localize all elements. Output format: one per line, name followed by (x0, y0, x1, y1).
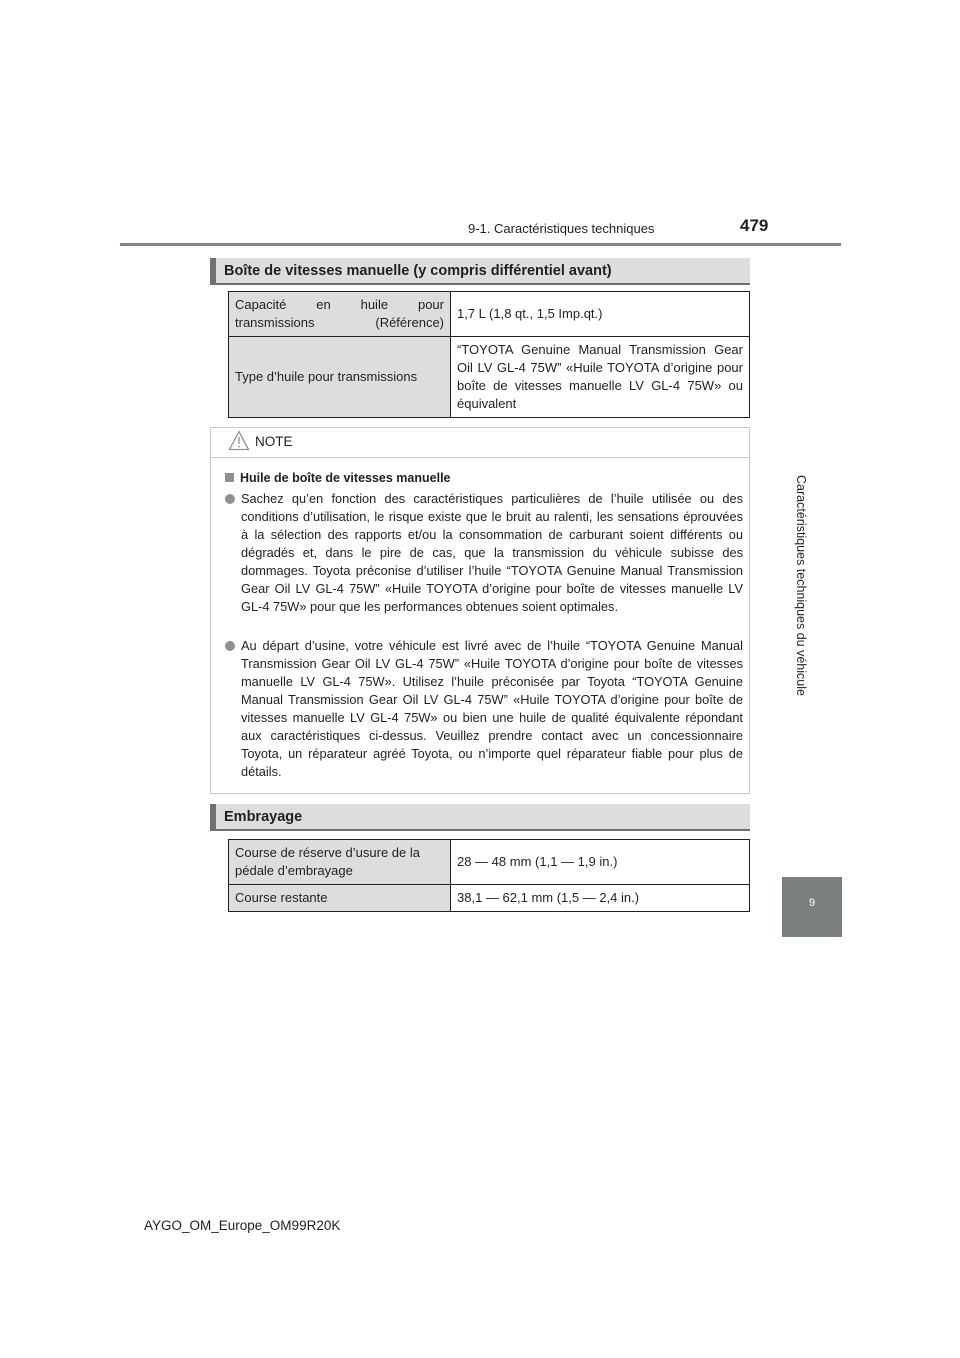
pedal-reserve-value: 28 — 48 mm (1,1 — 1,9 in.) (451, 840, 750, 885)
gearbox-section-heading (210, 258, 750, 285)
circle-bullet-icon (225, 641, 235, 651)
gearbox-section-title: Boîte de vitesses manuelle (y compris différentiel avant) (224, 263, 612, 279)
document-id: AYGO_OM_Europe_OM99R20K (144, 1218, 341, 1233)
table-row (229, 840, 750, 885)
note-title: NOTE (255, 434, 293, 449)
note-bullet-1 (241, 490, 743, 616)
oil-type-value: “TOYOTA Genuine Manual Transmission Gear Oil LV GL-4 75W” «Huile TOYOTA d’origine pour boîte de vitesses manuelle LV GL-4 75W» ou équivalent (451, 337, 750, 418)
clutch-spec-table (228, 839, 750, 912)
header-divider (120, 243, 841, 246)
gearbox-spec-table (228, 291, 750, 418)
circle-bullet-icon (225, 494, 235, 504)
square-bullet-icon (225, 473, 234, 482)
chapter-tab (782, 877, 842, 937)
table-row (229, 885, 750, 912)
note-bullet-text: Au départ d’usine, votre véhicule est livré avec de l’huile “TOYOTA Genuine Manual Transmission Gear Oil LV GL-4 75W” «Huile TOYOTA d’origine pour boîte de vitesses manuelle LV GL-4 75W». Utilisez l’huile préconisée par Toyota “TOYOTA Genuine Manual Transmission Gear Oil LV GL-4 75W” «Huile TOYOTA d’origine pour boîte de vitesses manuelle LV GL-4 75W» ou bien une huile de qualité équivalente répondant aux caractéristiques ci-dessus. Veuillez prendre contact avec un concessionnaire Toyota, un réparateur agréé Toyota, ou n’importe quel réparateur fiable pour plus de détails. (241, 638, 743, 779)
remaining-travel-value: 38,1 — 62,1 mm (1,5 — 2,4 in.) (451, 885, 750, 912)
chapter-number: 9 (808, 897, 816, 909)
page-number: 479 (740, 216, 769, 235)
note-subtitle-row (225, 471, 451, 485)
table-cell-label (229, 292, 451, 337)
table-row (229, 292, 750, 337)
oil-capacity-value: 1,7 L (1,8 qt., 1,5 Imp.qt.) (451, 292, 750, 337)
note-bullet-2 (241, 637, 743, 781)
clutch-section-title: Embrayage (224, 809, 303, 825)
clutch-section-heading (210, 804, 750, 831)
note-header (211, 428, 749, 458)
table-row (229, 337, 750, 418)
note-bullet-text: Sachez qu’en fonction des caractéristiques particulières de l’huile utilisée ou des conditions d’utilisation, le risque existe que le bruit au ralenti, les sensations éprouvées à la sélection des rapports et/ou la consommation de carburant soient différents ou dégradés et, dans le pire de cas, que la transmission du véhicule subisse des dommages. Toyota préconise d’utiliser l’huile “TOYOTA Genuine Manual Transmission Gear Oil LV GL-4 75W” «Huile TOYOTA d’origine pour boîte de vitesses manuelle LV GL-4 75W» pour que les performances obtenues soient optimales. (241, 491, 743, 614)
pedal-reserve-label: Course de réserve d’usure de la pédale d’embrayage (229, 840, 451, 885)
clutch-section-rule (210, 829, 750, 831)
gearbox-section-rule (210, 283, 750, 285)
note-box (210, 427, 750, 794)
section-title: 9-1. Caractéristiques techniques (468, 221, 655, 236)
note-subtitle: Huile de boîte de vitesses manuelle (240, 471, 451, 485)
oil-type-label: Type d’huile pour transmissions (229, 337, 451, 418)
oil-capacity-label: Capacité en huile pour transmissions (Référence) (235, 297, 444, 330)
warning-triangle-icon (228, 430, 250, 451)
side-chapter-label: Caractéristiques techniques du véhicule (794, 474, 808, 696)
remaining-travel-label: Course restante (229, 885, 451, 912)
